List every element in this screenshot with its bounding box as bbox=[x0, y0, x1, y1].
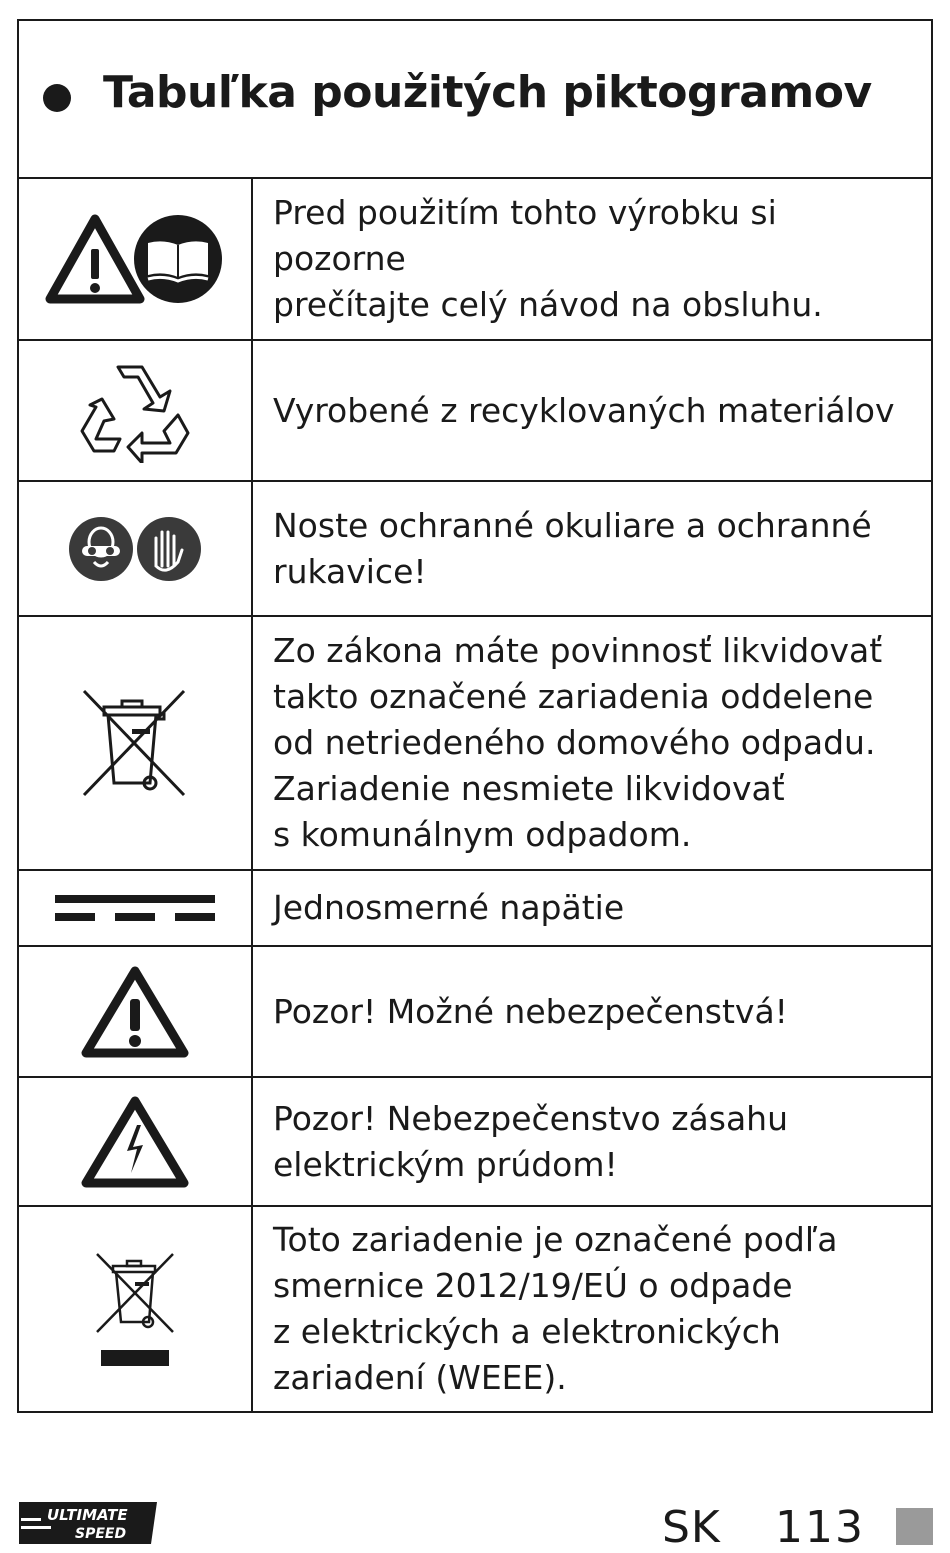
text-cell bbox=[273, 947, 913, 1076]
goggles-gloves-icon bbox=[68, 516, 202, 582]
text-cell bbox=[273, 871, 913, 945]
row-text: Pred použitím tohto výrobku si pozorne prečítajte celý návod na obsluhu. bbox=[273, 193, 823, 324]
crossed-bin-icon bbox=[80, 687, 190, 799]
row-text: Noste ochranné okuliare a ochranné rukavice! bbox=[273, 505, 872, 591]
icon-cell bbox=[19, 1078, 253, 1205]
recycle-icon bbox=[80, 359, 190, 463]
pictogram-table bbox=[17, 19, 933, 1413]
table-row bbox=[19, 179, 931, 341]
icon-cell bbox=[19, 617, 253, 869]
icon-cell bbox=[19, 341, 253, 480]
row-text: Toto zariadenie je označené podľa smernice 2012/19/EÚ o odpade z elektrických a elektronických zariadení (WEEE). bbox=[273, 1220, 838, 1397]
text-cell bbox=[273, 179, 913, 339]
table-header bbox=[19, 21, 931, 179]
logo-line2: SPEED bbox=[75, 1526, 127, 1542]
electric-shock-icon bbox=[81, 1095, 189, 1189]
text-cell bbox=[273, 341, 913, 480]
icon-cell bbox=[19, 1207, 253, 1411]
row-text: Zo zákona máte povinnosť likvidovať takto označené zariadenia oddelene od netriedeného domového odpadu. Zariadenie nesmiete likvidovať s komunálnym odpadom. bbox=[273, 631, 883, 854]
table-row bbox=[19, 1078, 931, 1207]
page-title: Tabuľka použitých piktogramov bbox=[103, 67, 872, 118]
text-cell bbox=[273, 617, 913, 869]
table-row bbox=[19, 1207, 931, 1411]
warning-triangle-icon bbox=[81, 965, 189, 1059]
row-text: Pozor! Možné nebezpečenstvá! bbox=[273, 991, 788, 1031]
text-cell bbox=[273, 1207, 913, 1411]
icon-cell bbox=[19, 871, 253, 945]
row-text: Vyrobené z recyklovaných materiálov bbox=[273, 390, 895, 430]
direct-current-icon bbox=[55, 893, 215, 923]
logo-line1: ULTIMATE bbox=[47, 1506, 128, 1524]
table-row bbox=[19, 617, 931, 871]
page-marker bbox=[896, 1508, 933, 1545]
text-cell bbox=[273, 482, 913, 615]
weee-bin-icon bbox=[93, 1250, 177, 1368]
icon-cell bbox=[19, 947, 253, 1076]
row-text: Pozor! Nebezpečenstvo zásahu elektrickým prúdom! bbox=[273, 1098, 789, 1184]
icon-cell bbox=[19, 482, 253, 615]
row-text: Jednosmerné napätie bbox=[273, 888, 625, 927]
table-row bbox=[19, 947, 931, 1078]
table-row bbox=[19, 341, 931, 482]
language-code: SK bbox=[662, 1502, 721, 1553]
warning-and-manual-icon bbox=[45, 213, 225, 305]
table-row bbox=[19, 482, 931, 617]
icon-cell bbox=[19, 179, 253, 339]
page-number: 113 bbox=[775, 1502, 865, 1553]
brand-logo bbox=[17, 1500, 159, 1546]
text-cell bbox=[273, 1078, 913, 1205]
bullet-icon bbox=[43, 84, 71, 112]
table-row bbox=[19, 871, 931, 947]
